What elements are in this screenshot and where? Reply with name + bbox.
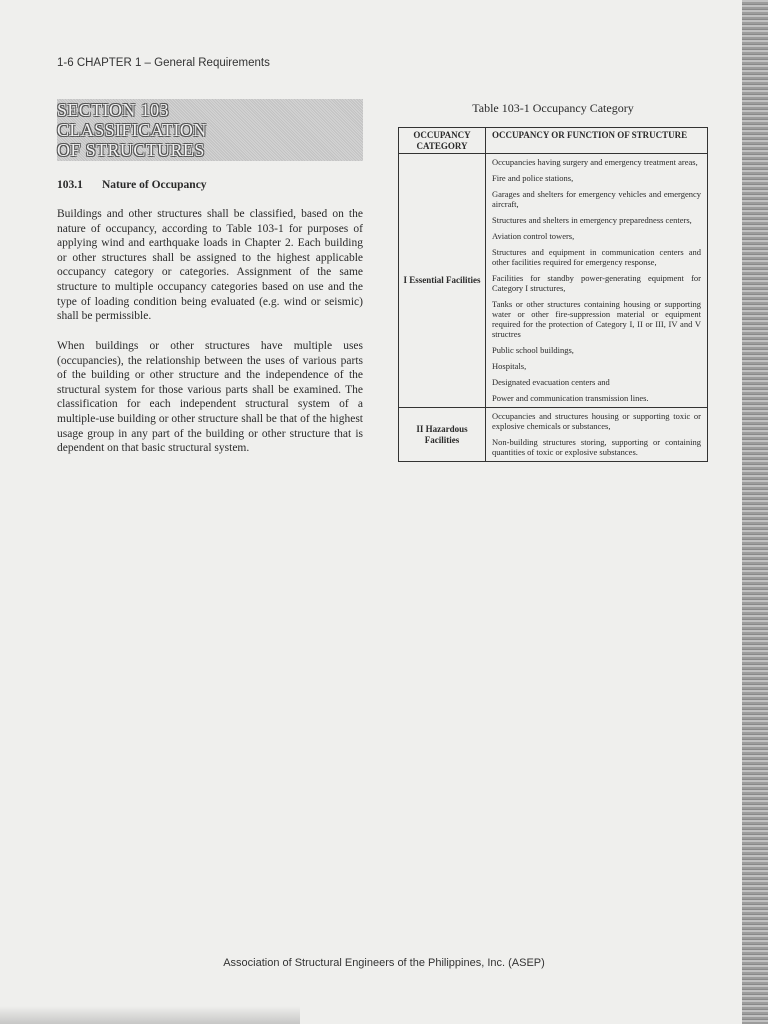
function-item: Power and communication transmission lines. <box>492 393 649 403</box>
page-bottom-shadow <box>0 1006 300 1024</box>
table-header-row <box>399 128 708 154</box>
function-item: Hospitals, <box>492 361 527 371</box>
function-cell <box>486 408 708 462</box>
page-footer: Association of Structural Engineers of the Philippines, Inc. (ASEP) <box>223 957 545 969</box>
function-item: Non-building structures storing, supporting or containing quantities of toxic or explosive substances. <box>492 437 701 457</box>
table-header-category: OCCUPANCY CATEGORY <box>399 128 486 154</box>
function-item: Occupancies having surgery and emergency treatment areas, <box>492 157 698 167</box>
section-title <box>57 100 363 160</box>
page-edge-shadow <box>742 0 768 1024</box>
table-row <box>399 154 708 408</box>
function-item: Public school buildings, <box>492 345 574 355</box>
occupancy-table <box>398 127 708 462</box>
function-item: Facilities for standby power-generating equipment for Category I structures, <box>492 273 701 293</box>
section-title-line: CLASSIFICATION <box>57 120 207 140</box>
function-item: Structures and equipment in communication centers and other facilities required for emergency response, <box>492 247 701 267</box>
subsection-number: 103.1 <box>57 179 83 191</box>
table-caption: Table 103-1 Occupancy Category <box>472 101 634 115</box>
subsection-title: Nature of Occupancy <box>102 179 207 191</box>
function-item: Aviation control towers, <box>492 231 575 241</box>
body-paragraph: When buildings or other structures have multiple uses (occupancies), the relationship between the uses of various parts of the building or other structure and the independence of the structural system for those various parts shall be examined. The classification for each independent structural system of a multiple-use building or other structure shall be that of the highest usage group in any part of the building or other structure that is dependent on that basic structural system. <box>57 340 363 455</box>
body-paragraph: Buildings and other structures shall be classified, based on the nature of occupancy, according to Table 103-1 for purposes of applying wind and earthquake loads in Chapter 2. Each building or other structures shall be assigned to the highest applicable occupancy category or categories. Assignment of the same structure to multiple occupancy categories based on use and the type of loading condition being evaluated (e.g. wind or seismic) shall be permissible. <box>57 208 363 323</box>
section-title-line: OF STRUCTURES <box>57 140 205 160</box>
section-title-line: SECTION 103 <box>57 100 169 120</box>
running-head: 1-6 CHAPTER 1 – General Requirements <box>57 57 270 69</box>
function-item: Tanks or other structures containing housing or supporting water or other fire-suppression material or equipment required for the protection of Category I, II or III, IV and V structres <box>492 299 701 339</box>
function-item: Garages and shelters for emergency vehicles and emergency aircraft, <box>492 189 701 209</box>
function-cell <box>486 154 708 408</box>
function-item: Fire and police stations, <box>492 173 574 183</box>
function-item: Occupancies and structures housing or supporting toxic or explosive chemicals or substances, <box>492 411 701 431</box>
table-header-function: OCCUPANCY OR FUNCTION OF STRUCTURE <box>486 128 708 154</box>
function-item: Structures and shelters in emergency preparedness centers, <box>492 215 692 225</box>
function-item: Designated evacuation centers and <box>492 377 610 387</box>
table-row <box>399 408 708 462</box>
subsection-heading <box>57 179 207 191</box>
category-cell: II Hazardous Facilities <box>399 408 486 462</box>
category-cell: I Essential Facilities <box>399 154 486 408</box>
